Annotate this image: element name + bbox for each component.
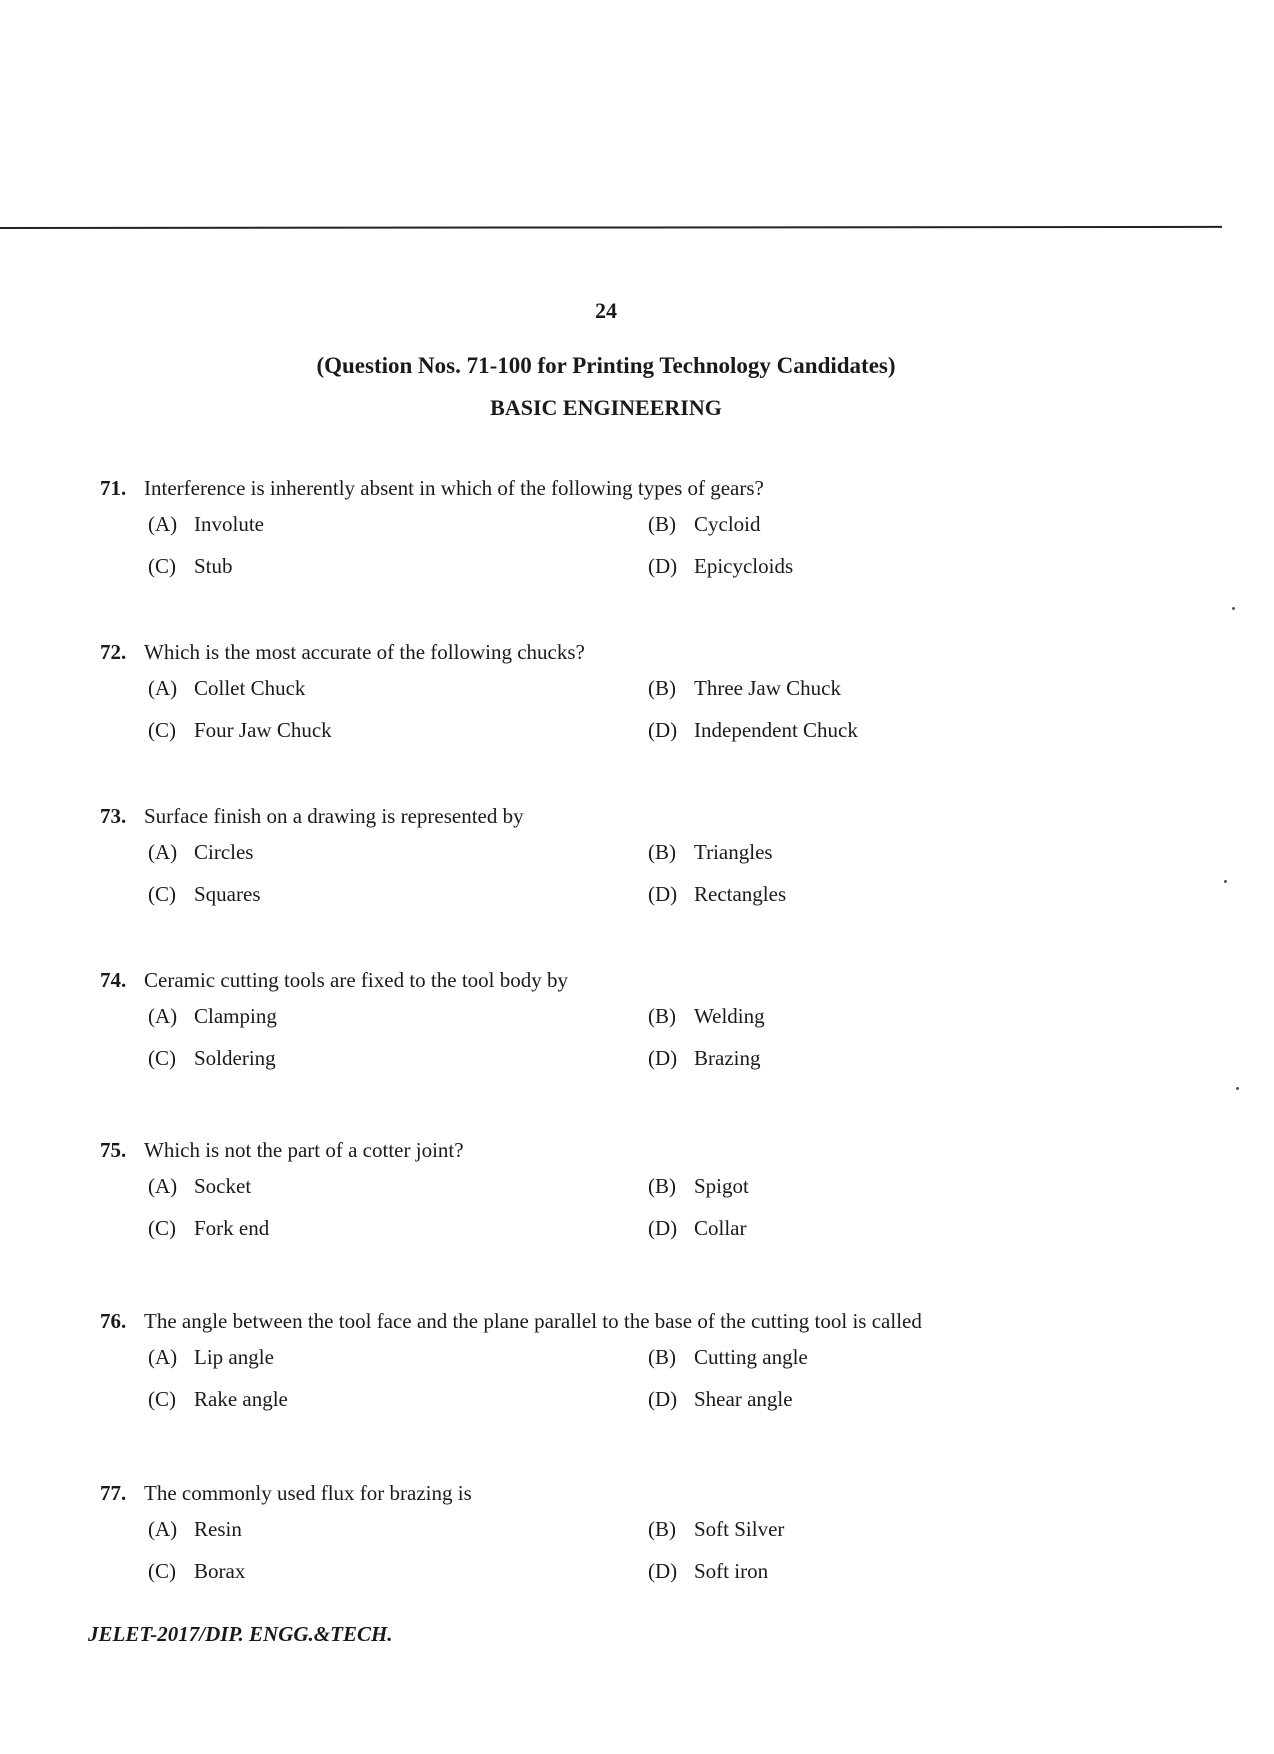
- option-letter: (B): [648, 512, 676, 536]
- option-b: [648, 1004, 1048, 1029]
- question-text: Which is the most accurate of the following chucks?: [144, 640, 585, 664]
- question-text: The commonly used flux for brazing is: [144, 1481, 472, 1505]
- option-letter: (A): [148, 512, 178, 536]
- option-text: Borax: [194, 1559, 246, 1583]
- option-b: [648, 676, 1048, 701]
- option-b: [648, 1517, 1048, 1542]
- option-b: [648, 1174, 1048, 1199]
- scan-speck: [1236, 1087, 1239, 1090]
- option-d: [648, 1046, 1048, 1071]
- option-c: [148, 554, 648, 579]
- option-text: Soldering: [194, 1046, 276, 1070]
- option-letter: (C): [148, 1046, 176, 1070]
- option-letter: (A): [148, 1345, 178, 1369]
- option-b: [648, 512, 1048, 537]
- question-71: [100, 476, 1100, 596]
- option-text: Triangles: [694, 840, 773, 864]
- option-letter: (C): [148, 1216, 176, 1240]
- option-text: Soft Silver: [694, 1517, 785, 1541]
- option-letter: (D): [648, 1046, 678, 1070]
- option-c: [148, 1216, 648, 1241]
- option-c: [148, 1387, 648, 1412]
- option-text: Fork end: [194, 1216, 270, 1240]
- question-number: 77.: [100, 1481, 127, 1505]
- option-a: [148, 1517, 648, 1542]
- option-text: Socket: [194, 1174, 252, 1198]
- question-76: [100, 1309, 1130, 1429]
- option-a: [148, 1174, 648, 1199]
- option-text: Circles: [194, 840, 254, 864]
- option-letter: (D): [648, 882, 678, 906]
- option-c: [148, 718, 648, 743]
- option-text: Cutting angle: [694, 1345, 808, 1369]
- option-d: [648, 1387, 1048, 1412]
- option-letter: (D): [648, 554, 678, 578]
- option-text: Clamping: [194, 1004, 277, 1028]
- option-text: Brazing: [694, 1046, 761, 1070]
- option-d: [648, 1559, 1048, 1584]
- section-heading: (Question Nos. 71-100 for Printing Technology Candidates): [316, 353, 896, 378]
- option-d: [648, 718, 1048, 743]
- question-text: Which is not the part of a cotter joint?: [144, 1138, 464, 1162]
- option-text: Involute: [194, 512, 264, 536]
- option-letter: (D): [648, 1216, 678, 1240]
- option-letter: (B): [648, 1345, 676, 1369]
- option-letter: (A): [148, 1174, 178, 1198]
- scan-speck: [1224, 880, 1227, 883]
- option-d: [648, 882, 1048, 907]
- option-text: Epicycloids: [694, 554, 794, 578]
- subject-heading: BASIC ENGINEERING: [490, 395, 722, 420]
- option-letter: (A): [148, 1004, 178, 1028]
- option-a: [148, 512, 648, 537]
- question-text: Surface finish on a drawing is represented by: [144, 804, 524, 828]
- option-letter: (D): [648, 1387, 678, 1411]
- option-letter: (C): [148, 1387, 176, 1411]
- option-b: [648, 1345, 1048, 1370]
- option-c: [148, 1046, 648, 1071]
- header-rule: [0, 226, 1222, 229]
- option-text: Welding: [694, 1004, 765, 1028]
- footer-code: JELET-2017/DIP. ENGG.&TECH.: [88, 1622, 393, 1646]
- option-text: Cycloid: [694, 512, 761, 536]
- option-d: [648, 1216, 1048, 1241]
- option-text: Collar: [694, 1216, 747, 1240]
- question-number: 76.: [100, 1309, 127, 1333]
- option-text: Squares: [194, 882, 261, 906]
- option-text: Resin: [194, 1517, 242, 1541]
- question-number: 75.: [100, 1138, 127, 1162]
- option-letter: (D): [648, 718, 678, 742]
- option-a: [148, 1345, 648, 1370]
- question-number: 73.: [100, 804, 127, 828]
- option-text: Three Jaw Chuck: [694, 676, 841, 700]
- option-letter: (A): [148, 1517, 178, 1541]
- option-text: Shear angle: [694, 1387, 793, 1411]
- option-letter: (C): [148, 882, 176, 906]
- question-77: [100, 1481, 1100, 1601]
- option-letter: (B): [648, 676, 676, 700]
- option-b: [648, 840, 1048, 865]
- question-number: 74.: [100, 968, 127, 992]
- question-number: 72.: [100, 640, 127, 664]
- option-letter: (A): [148, 840, 178, 864]
- question-text: The angle between the tool face and the plane parallel to the base of the cutting tool is called: [144, 1309, 922, 1333]
- option-text: Collet Chuck: [194, 676, 306, 700]
- question-text: Interference is inherently absent in which of the following types of gears?: [144, 476, 764, 500]
- option-text: Soft iron: [694, 1559, 769, 1583]
- option-d: [648, 554, 1048, 579]
- question-74: [100, 968, 1100, 1088]
- option-letter: (B): [648, 1174, 676, 1198]
- question-72: [100, 640, 1100, 760]
- question-73: [100, 804, 1100, 924]
- option-text: Stub: [194, 554, 233, 578]
- question-75: [100, 1138, 1100, 1258]
- option-letter: (A): [148, 676, 178, 700]
- option-letter: (C): [148, 554, 176, 578]
- option-text: Spigot: [694, 1174, 749, 1198]
- question-number: 71.: [100, 476, 127, 500]
- page-number: 24: [595, 298, 617, 323]
- question-text: Ceramic cutting tools are fixed to the tool body by: [144, 968, 568, 992]
- option-letter: (B): [648, 1004, 676, 1028]
- option-text: Rectangles: [694, 882, 787, 906]
- option-a: [148, 840, 648, 865]
- option-a: [148, 676, 648, 701]
- scan-speck: [1232, 607, 1235, 610]
- option-text: Lip angle: [194, 1345, 274, 1369]
- option-letter: (D): [648, 1559, 678, 1583]
- option-text: Rake angle: [194, 1387, 288, 1411]
- option-letter: (B): [648, 1517, 676, 1541]
- option-a: [148, 1004, 648, 1029]
- option-c: [148, 1559, 648, 1584]
- option-letter: (B): [648, 840, 676, 864]
- option-letter: (C): [148, 1559, 176, 1583]
- option-letter: (C): [148, 718, 176, 742]
- option-c: [148, 882, 648, 907]
- option-text: Independent Chuck: [694, 718, 858, 742]
- option-text: Four Jaw Chuck: [194, 718, 332, 742]
